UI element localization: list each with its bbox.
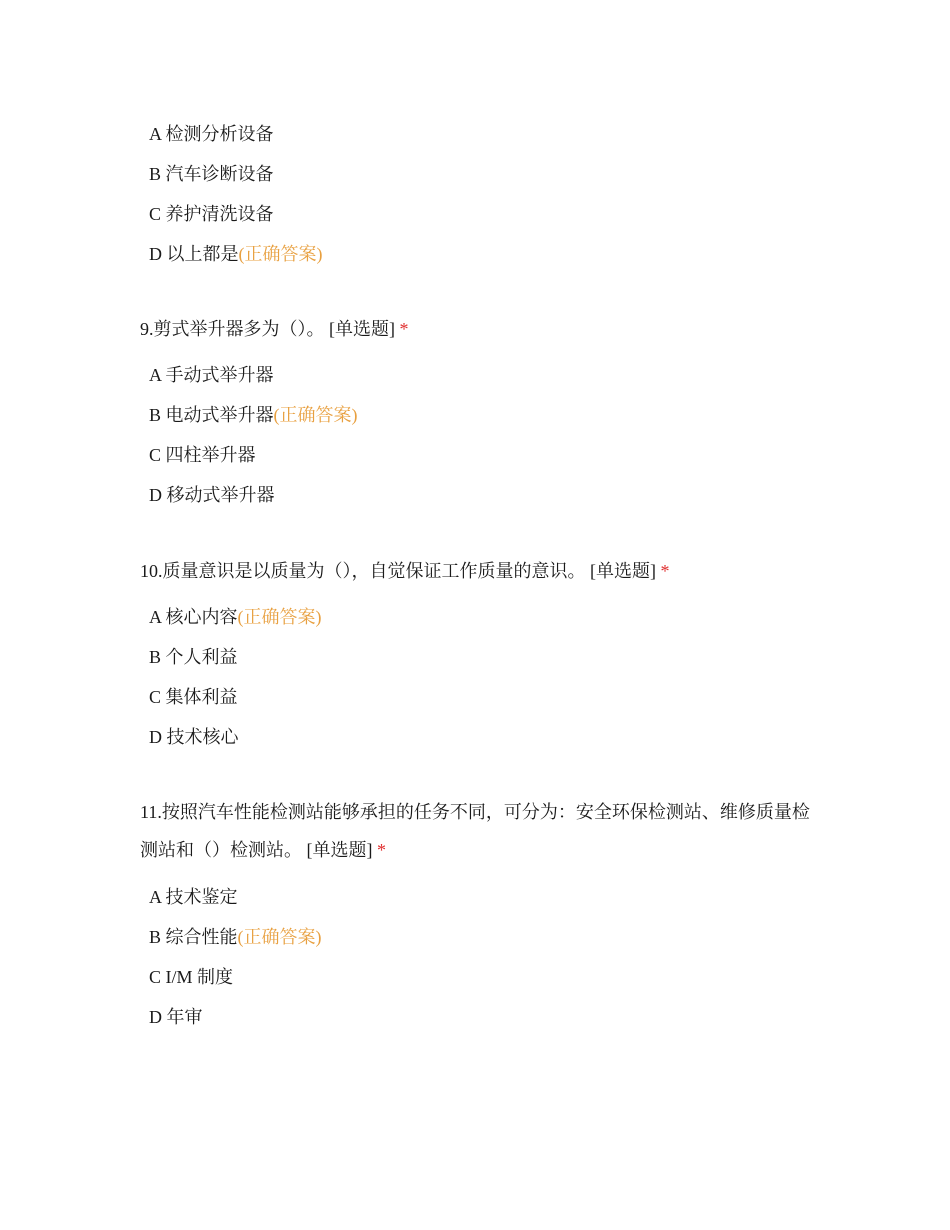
option-10d[interactable]: D 技术核心: [149, 727, 239, 747]
required-mark: *: [660, 561, 670, 581]
correct-answer-tag: (正确答案): [237, 927, 322, 947]
required-mark: *: [399, 319, 409, 339]
correct-answer-tag: (正确答案): [273, 405, 358, 425]
option-8c[interactable]: C 养护清洗设备: [149, 204, 274, 224]
option-10a[interactable]: A 核心内容(正确答案): [149, 607, 322, 627]
option-11b[interactable]: B 综合性能(正确答案): [149, 927, 322, 947]
option-11a[interactable]: A 技术鉴定: [149, 887, 238, 907]
question-type-tag: [单选题]: [590, 561, 656, 581]
required-mark: *: [377, 840, 386, 860]
option-9a[interactable]: A 手动式举升器: [149, 365, 274, 385]
option-8d[interactable]: D 以上都是(正确答案): [149, 244, 323, 264]
option-9b[interactable]: B 电动式举升器(正确答案): [149, 405, 358, 425]
correct-answer-tag: (正确答案): [238, 244, 323, 264]
option-9d[interactable]: D 移动式举升器: [149, 485, 275, 505]
option-8a[interactable]: A 检测分析设备: [149, 124, 274, 144]
question-11-title: 11.按照汽车性能检测站能够承担的任务不同，可分为：安全环保检测站、维修质量检测站和（）检测站。 [单选题] *: [140, 802, 810, 860]
question-9-title: 9.剪式举升器多为（）。 [单选题] *: [140, 319, 409, 339]
question-type-tag: [单选题]: [329, 319, 395, 339]
option-10c[interactable]: C 集体利益: [149, 687, 238, 707]
option-9c[interactable]: C 四柱举升器: [149, 445, 256, 465]
option-11d[interactable]: D 年审: [149, 1007, 203, 1027]
option-11c[interactable]: C I/M 制度: [149, 967, 234, 987]
correct-answer-tag: (正确答案): [237, 607, 322, 627]
question-type-tag: [单选题]: [306, 840, 373, 860]
question-10-title: 10.质量意识是以质量为（），自觉保证工作质量的意识。 [单选题] *: [140, 561, 670, 581]
option-8b[interactable]: B 汽车诊断设备: [149, 164, 274, 184]
option-10b[interactable]: B 个人利益: [149, 647, 238, 667]
